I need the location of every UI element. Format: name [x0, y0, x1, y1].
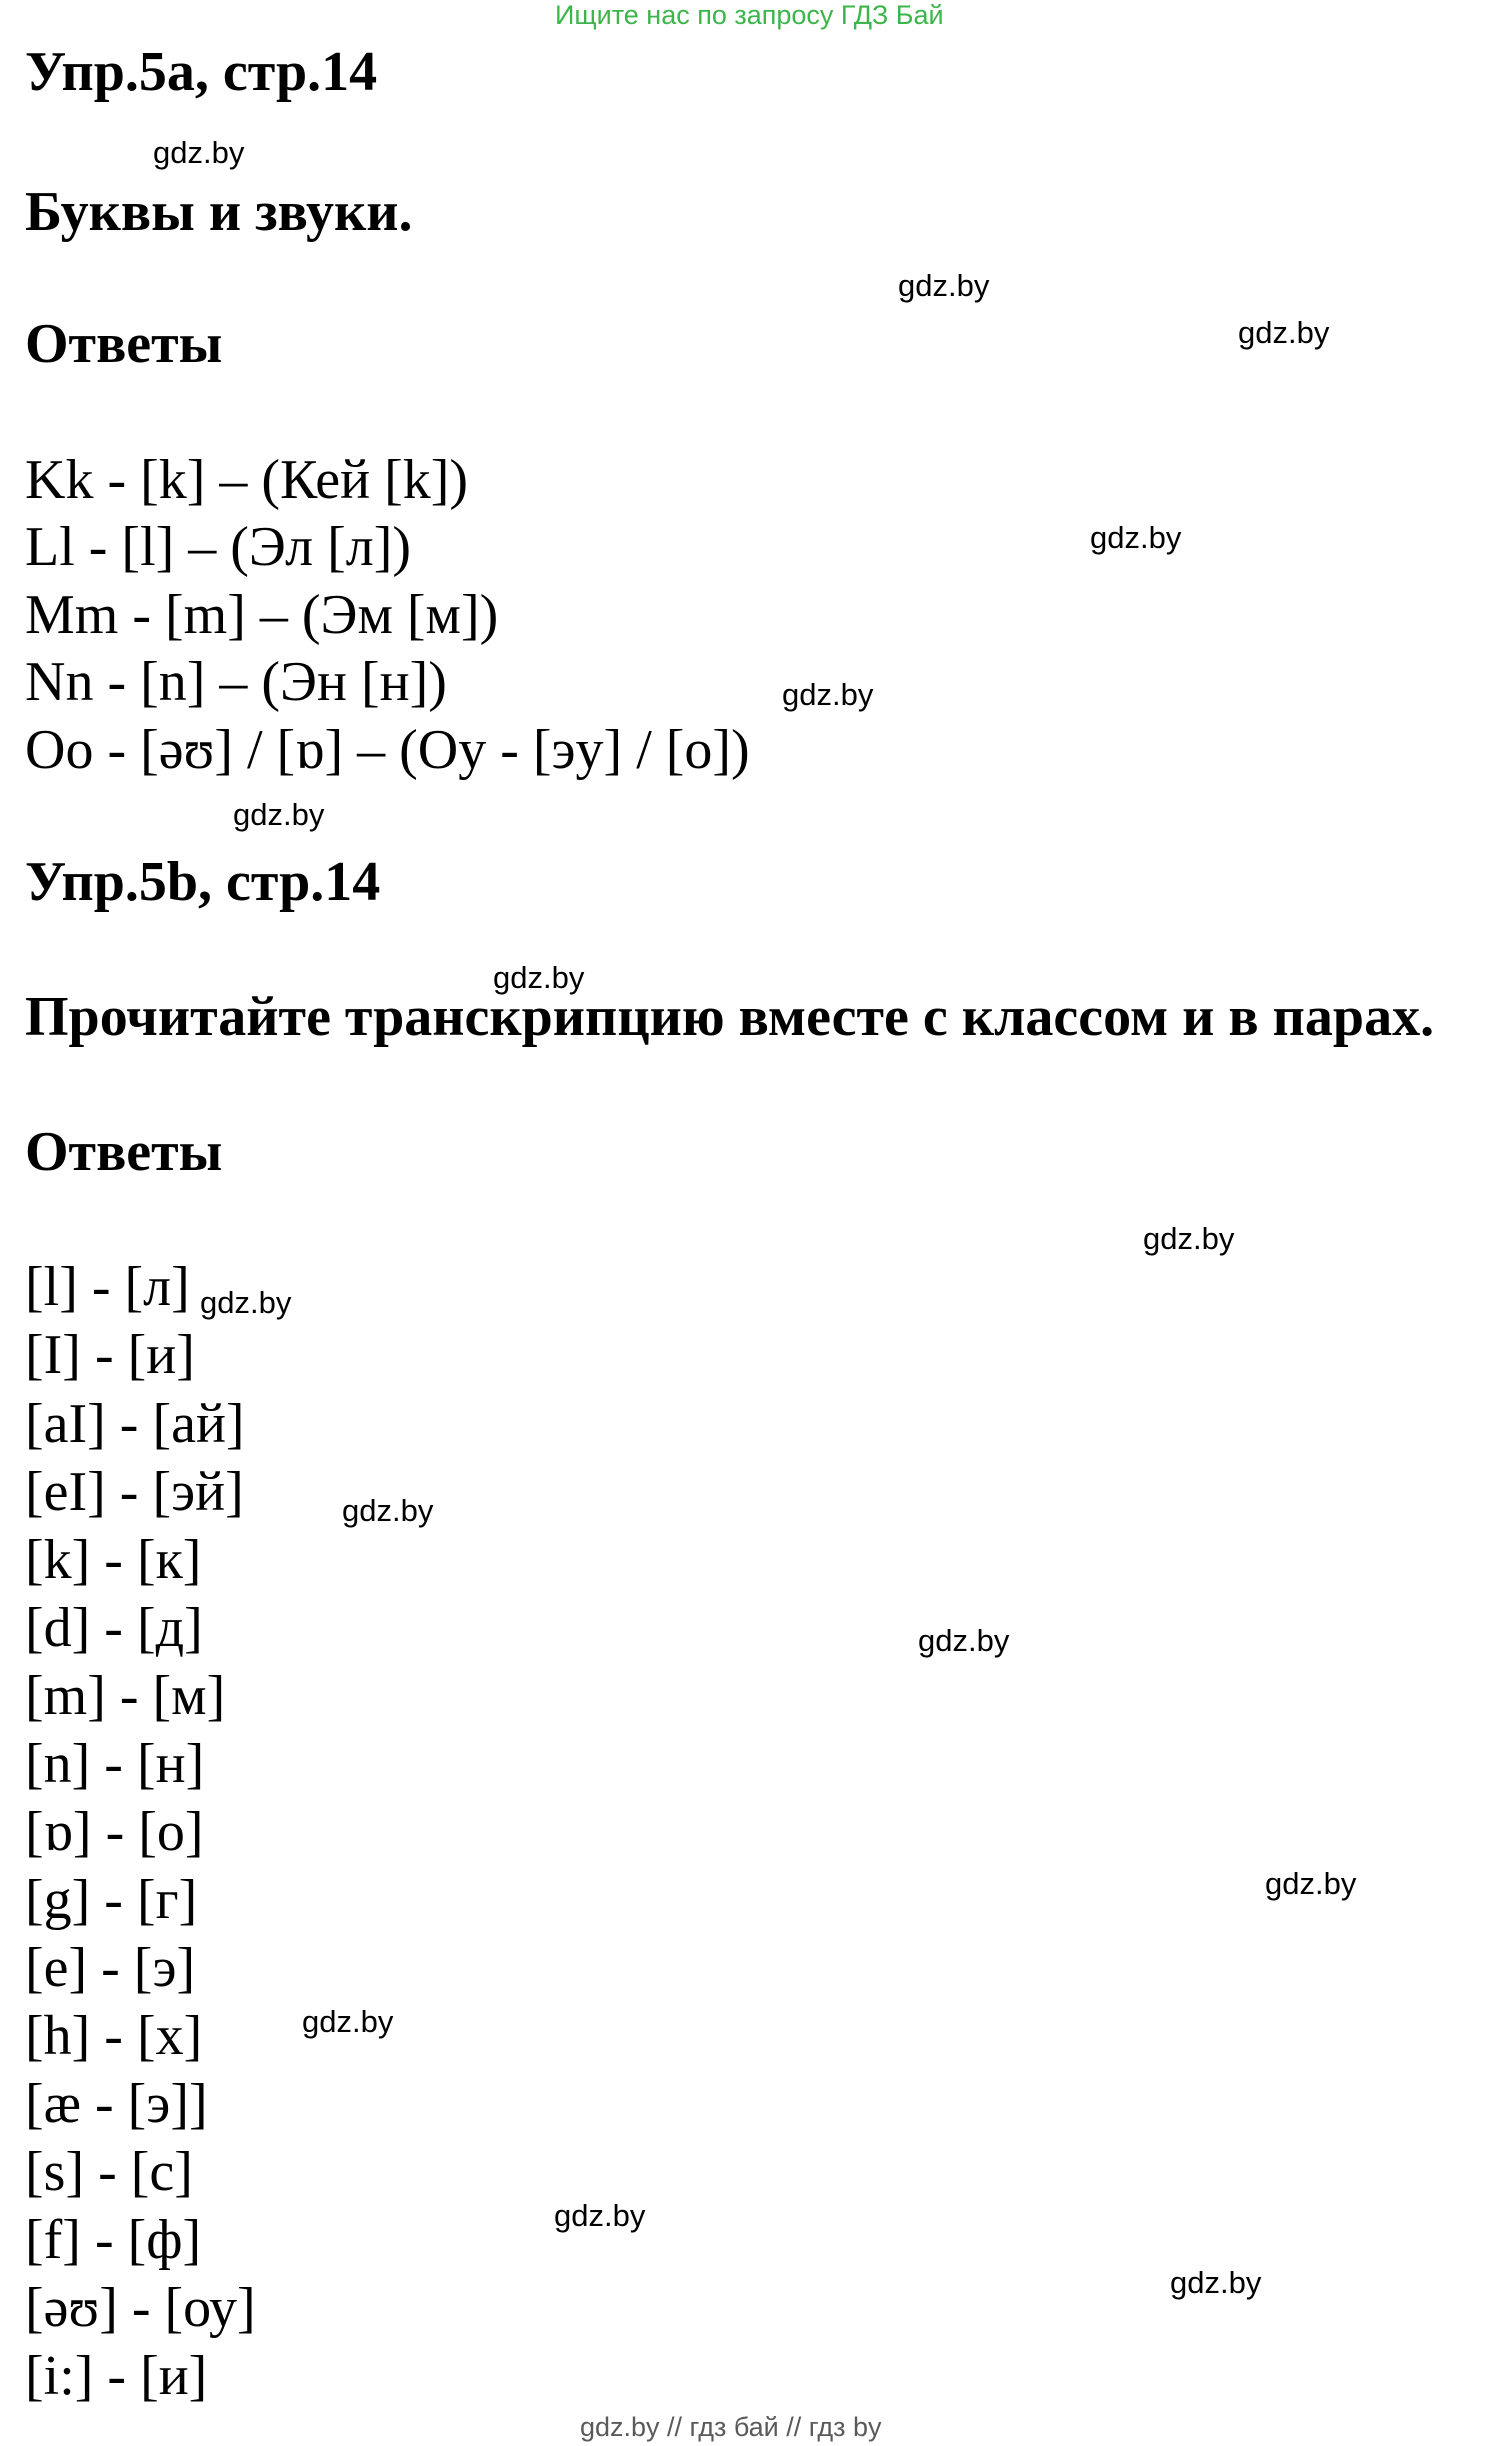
transcription-line: [əʊ] - [оу] [25, 2277, 256, 2339]
watermark: gdz.by [493, 960, 585, 995]
exercise-5b-task: Прочитайте транскрипцию вместе с классом и в парах. [25, 986, 1435, 1048]
watermark: gdz.by [302, 2004, 394, 2039]
watermark: gdz.by [1238, 315, 1330, 350]
transcription-line: [i:] - [и] [25, 2345, 208, 2407]
transcription-line: [æ - [э]] [25, 2073, 208, 2135]
watermark: gdz.by [342, 1493, 434, 1528]
exercise-5b-answers-label: Ответы [25, 1121, 223, 1183]
watermark: gdz.by [782, 677, 874, 712]
answer-line: Nn - [n] – (Эн [н]) [25, 651, 447, 713]
watermark: gdz.by [554, 2198, 646, 2233]
answer-line: Oo - [əʊ] / [ɒ] – (Оу - [эу] / [о]) [25, 719, 750, 781]
watermark: gdz.by [1170, 2265, 1262, 2300]
transcription-line: [ɒ] - [о] [25, 1801, 204, 1863]
watermark: gdz.by [1265, 1866, 1357, 1901]
watermark: gdz.by [233, 797, 325, 832]
watermark: gdz.by [1143, 1221, 1235, 1256]
watermark: gdz.by [200, 1285, 292, 1320]
exercise-5a-title: Упр.5а, стр.14 [25, 41, 378, 103]
watermark: gdz.by [1090, 520, 1182, 555]
exercise-5a-task: Буквы и звуки. [25, 181, 413, 243]
answer-line: Mm - [m] – (Эм [м]) [25, 584, 499, 646]
transcription-line: [h] - [х] [25, 2005, 203, 2067]
header-search-note: Ищите нас по запросу ГДЗ Бай [555, 0, 944, 30]
answer-line: Ll - [l] – (Эл [л]) [25, 516, 411, 578]
watermark: gdz.by [918, 1623, 1010, 1658]
footer-links: gdz.by // гдз бай // гдз by [580, 2412, 882, 2442]
transcription-line: [g] - [г] [25, 1869, 198, 1931]
watermark: gdz.by [153, 135, 245, 170]
transcription-line: [eI] - [эй] [25, 1461, 244, 1523]
transcription-line: [e] - [э] [25, 1937, 196, 1999]
transcription-line: [m] - [м] [25, 1665, 226, 1727]
transcription-line: [I] - [и] [25, 1324, 195, 1386]
exercise-5a-answers-label: Ответы [25, 313, 223, 375]
transcription-line: [n] - [н] [25, 1733, 205, 1795]
watermark: gdz.by [898, 268, 990, 303]
transcription-line: [d] - [д] [25, 1597, 203, 1659]
exercise-5b-title: Упр.5b, стр.14 [25, 851, 381, 913]
transcription-line: [s] - [с] [25, 2141, 193, 2203]
transcription-line: [l] - [л] [25, 1256, 190, 1318]
transcription-line: [f] - [ф] [25, 2209, 202, 2271]
transcription-line: [aI] - [ай] [25, 1393, 245, 1455]
answer-line: Kk - [k] – (Кей [k]) [25, 449, 469, 511]
transcription-line: [k] - [к] [25, 1529, 202, 1591]
